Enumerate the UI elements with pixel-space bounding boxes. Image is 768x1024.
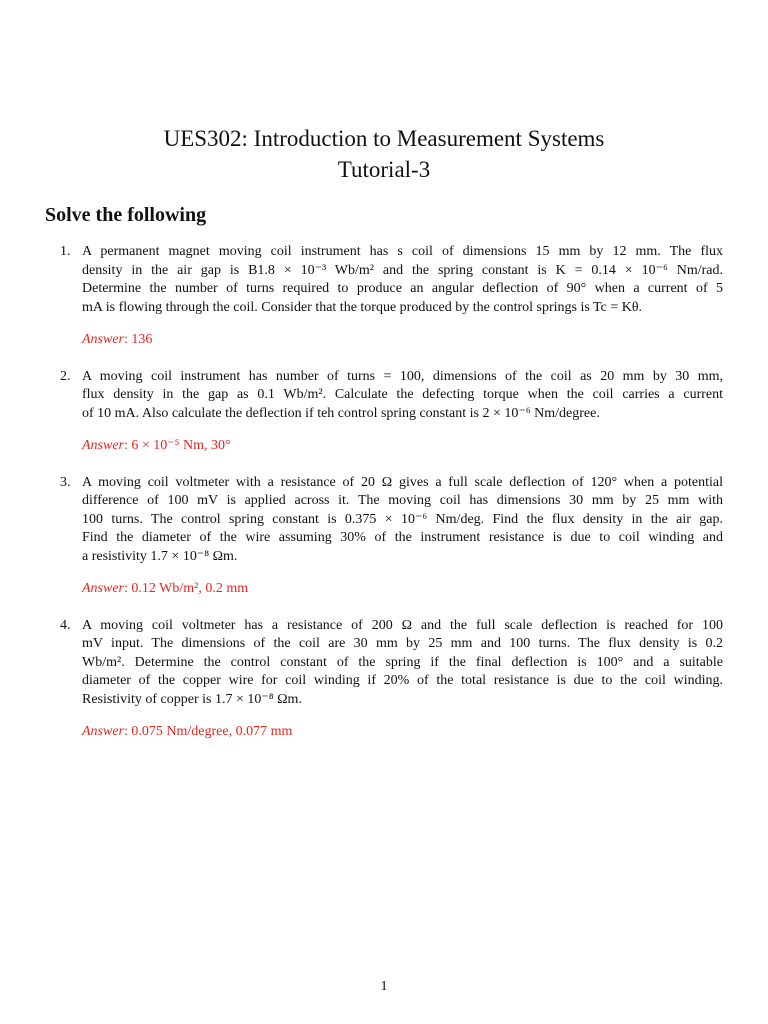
problem-line: flux density in the gap as 0.1 Wb/m². Calculate the defecting torque when the coil carries a current xyxy=(82,387,723,402)
problem-line: of 10 mA. Also calculate the deflection if teh control spring constant is 2 × 10⁻⁶ Nm/degree. xyxy=(82,405,600,421)
problem-line: A moving coil voltmeter with a resistance of 20 Ω gives a full scale deflection of 120° when a potential xyxy=(82,474,723,490)
problem-number: 2. xyxy=(60,368,71,384)
problem-line: Determine the number of turns required to produce an angular deflection of 90° when a current of 5 xyxy=(82,281,723,296)
problem-text xyxy=(82,243,723,317)
answer-label: Answer xyxy=(82,332,124,347)
problem-line: difference of 100 mV is applied across it. The moving coil has dimensions 30 mm by 25 mm with xyxy=(82,493,723,508)
answer-label: Answer xyxy=(82,724,124,739)
problem-line: A moving coil instrument has number of turns = 100, dimensions of the coil as 20 mm by 30 mm, xyxy=(82,368,723,384)
answer xyxy=(82,437,723,456)
problem-number: 3. xyxy=(60,474,71,490)
answer xyxy=(82,580,723,599)
problem-line: Wb/m². Determine the control constant of the spring if the final deflection is 100° and a suitable xyxy=(82,654,723,670)
problem-line: A permanent magnet moving coil instrument has s coil of dimensions 15 mm by 12 mm. The flux xyxy=(82,244,723,259)
answer-value: : 0.12 Wb/m², 0.2 mm xyxy=(124,581,249,596)
title-course: UES302: Introduction to Measurement Systems xyxy=(163,126,605,151)
document-title xyxy=(0,123,768,185)
page-number: 1 xyxy=(380,979,388,994)
problem-list xyxy=(60,243,723,760)
section-heading: Solve the following xyxy=(45,204,207,226)
answer-value: : 6 × 10⁻⁵ Nm, 30° xyxy=(124,438,231,453)
answer-value: : 0.075 Nm/degree, 0.077 mm xyxy=(124,724,293,739)
answer-label: Answer xyxy=(82,438,124,453)
problem-item xyxy=(60,368,723,456)
problem-line: diameter of the copper wire for coil winding if 20% of the total resistance is due to the coil winding. xyxy=(82,673,723,688)
problem-line: Resistivity of copper is 1.7 × 10⁻⁸ Ωm. xyxy=(82,691,302,707)
problem-line: density in the air gap is B1.8 × 10⁻³ Wb/m² and the spring constant is K = 0.14 × 10⁻⁶ Nm/rad. xyxy=(82,262,723,278)
problem-item xyxy=(60,474,723,599)
problem-line: mV input. The dimensions of the coil are 30 mm by 25 mm and 100 turns. The flux density is 0.2 xyxy=(82,636,723,651)
problem-item xyxy=(60,243,723,350)
problem-text xyxy=(82,474,723,567)
answer xyxy=(82,723,723,742)
problem-text xyxy=(82,617,723,710)
problem-line: A moving coil voltmeter has a resistance of 200 Ω and the full scale deflection is reached for 100 xyxy=(82,617,723,633)
problem-line: Find the diameter of the wire assuming 30% of the instrument resistance is due to coil winding and xyxy=(82,530,723,545)
answer-value: : 136 xyxy=(124,332,153,347)
answer-label: Answer xyxy=(82,581,124,596)
problem-item xyxy=(60,617,723,742)
answer xyxy=(82,331,723,350)
problem-number: 1. xyxy=(60,244,71,259)
title-tutorial: Tutorial-3 xyxy=(337,157,431,182)
problem-line: mA is flowing through the coil. Consider that the torque produced by the control springs is Tc = Kθ. xyxy=(82,299,643,315)
problem-number: 4. xyxy=(60,617,71,633)
problem-text xyxy=(82,368,723,424)
problem-line: a resistivity 1.7 × 10⁻⁸ Ωm. xyxy=(82,548,238,564)
problem-line: 100 turns. The control spring constant is 0.375 × 10⁻⁶ Nm/deg. Find the flux density in the air gap. xyxy=(82,511,723,527)
